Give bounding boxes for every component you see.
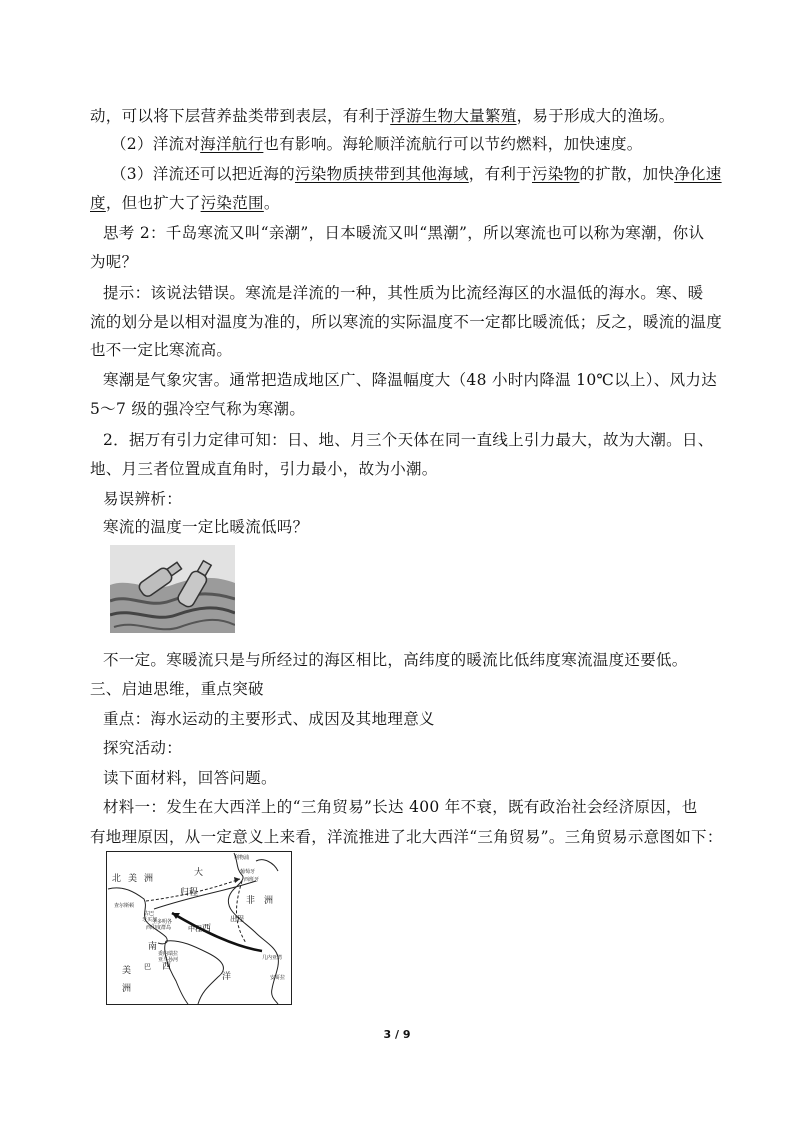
map-label: 洲 xyxy=(144,874,154,884)
page-number: 3 / 9 xyxy=(383,1028,411,1041)
text-line: 读下面材料，回答问题。 xyxy=(103,769,277,787)
map-label: 葡萄牙 xyxy=(240,869,256,875)
drift-bottle-illustration xyxy=(110,545,235,633)
map-label: 洲 xyxy=(122,984,132,994)
text-line: 2．据万有引力定律可知：日、地、月三个天体在同一直线上引力最大，故为大潮。日、 xyxy=(103,431,714,449)
map-label: 安哥拉 xyxy=(270,975,286,981)
underlined-term: 净化速 xyxy=(674,165,722,183)
text-line: 寒潮是气象灾害。通常把造成地区广、降温幅度大（48 小时内降温 10℃以上）、风力达 xyxy=(103,371,717,389)
map-label: 圣多明各 xyxy=(152,919,173,925)
map-label: 北 xyxy=(112,874,122,884)
underlined-term: 污染物 xyxy=(531,165,580,183)
map-label: 大 xyxy=(194,868,204,878)
text-line xyxy=(111,134,643,154)
text-line xyxy=(90,106,675,126)
map-label: 利物浦 xyxy=(234,855,250,861)
map-label: 牙买加 xyxy=(142,917,158,923)
underlined-term: 浮游生物大量繁殖 xyxy=(390,107,517,125)
underlined-term: 度 xyxy=(90,194,106,212)
text-line: 材料一：发生在大西洋上的“三角贸易”长达 400 年不衰，既有政治社会经济原因，也 xyxy=(103,798,698,816)
underlined-term: 海洋航行 xyxy=(200,135,264,153)
text-span: （2）洋流对 xyxy=(111,135,201,153)
map-label: 巴 xyxy=(144,963,151,971)
text-line: 有地理原因，从一定意义上来看，洋流推进了北大西洋“三角贸易”。三角贸易示意图如下： xyxy=(90,828,723,846)
map-label: 亚马孙河 xyxy=(158,957,179,963)
text-line: 重点：海水运动的主要形式、成因及其地理意义 xyxy=(103,710,435,728)
map-label: 委内瑞拉 xyxy=(158,951,179,957)
text-line: 5～7 级的强冷空气称为寒潮。 xyxy=(90,400,306,418)
text-line: 也不一定比寒流高。 xyxy=(90,341,233,359)
text-line: 寒流的温度一定比暖流低吗？ xyxy=(103,518,309,536)
underlined-term: 污染范围 xyxy=(200,194,264,212)
text-span: ，有利于 xyxy=(468,165,532,183)
text-span: ，易于形成大的渔场。 xyxy=(516,107,675,125)
text-span: 的扩散，加快 xyxy=(579,165,675,183)
text-line: 为呢？ xyxy=(90,253,138,271)
map-label: 中程 xyxy=(188,925,202,933)
text-line: 提示：该说法错误。寒流是洋流的一种，其性质为比流经海区的水温低的海水。寒、暖 xyxy=(103,284,704,302)
text-line: 思考 2：千岛寒流又叫“亲潮”，日本暖流又叫“黑潮”，所以寒流也可以称为寒潮，你认 xyxy=(103,224,705,242)
text-line: 地、月三者位置成直角时，引力最小，故为小潮。 xyxy=(90,460,438,478)
map-label: 南 xyxy=(148,942,158,952)
text-line: 不一定。寒暖流只是与所经过的海区相比，高纬度的暖流比低纬度寒流温度还要低。 xyxy=(103,651,688,669)
map-label: 西印度群岛 xyxy=(146,925,172,931)
text-span: ，但也扩大了 xyxy=(105,194,201,212)
map-label: 西 xyxy=(162,962,172,972)
map-label: 查尔斯顿 xyxy=(114,903,135,909)
text-span: 。 xyxy=(263,194,280,212)
map-label: 西班牙 xyxy=(244,877,260,883)
section-heading: 三、启迪思维，重点突破 xyxy=(90,680,264,698)
map-label: 美 xyxy=(128,874,138,884)
text-span: （3）洋流还可以把近海的 xyxy=(111,165,295,183)
map-label: 非 xyxy=(246,896,256,906)
map-label: 古巴 xyxy=(144,911,155,917)
map-label: 归程 xyxy=(180,888,199,898)
text-line xyxy=(111,164,722,184)
text-line: 探究活动： xyxy=(103,739,183,757)
triangular-trade-map xyxy=(106,851,292,1005)
text-span: 动，可以将下层营养盐类带到表层，有利于 xyxy=(90,107,391,125)
text-line: 流的划分是以相对温度为准的，所以寒流的实际温度不一定都比暖流低；反之，暖流的温度 xyxy=(90,313,723,331)
text-span: 也有影响。海轮顺洋流航行可以节约燃料，加快速度。 xyxy=(263,135,643,153)
map-label: 洋 xyxy=(222,972,232,982)
text-line: 易误辨析： xyxy=(103,490,183,508)
map-label: 西 xyxy=(202,924,212,934)
map-label: 出程 xyxy=(230,915,244,923)
map-label: 美 xyxy=(122,966,132,976)
underlined-term: 污染物质挟带到其他海域 xyxy=(294,165,469,183)
text-line xyxy=(90,193,280,213)
map-label: 几内亚湾 xyxy=(262,955,283,961)
map-label: 洲 xyxy=(264,896,274,906)
